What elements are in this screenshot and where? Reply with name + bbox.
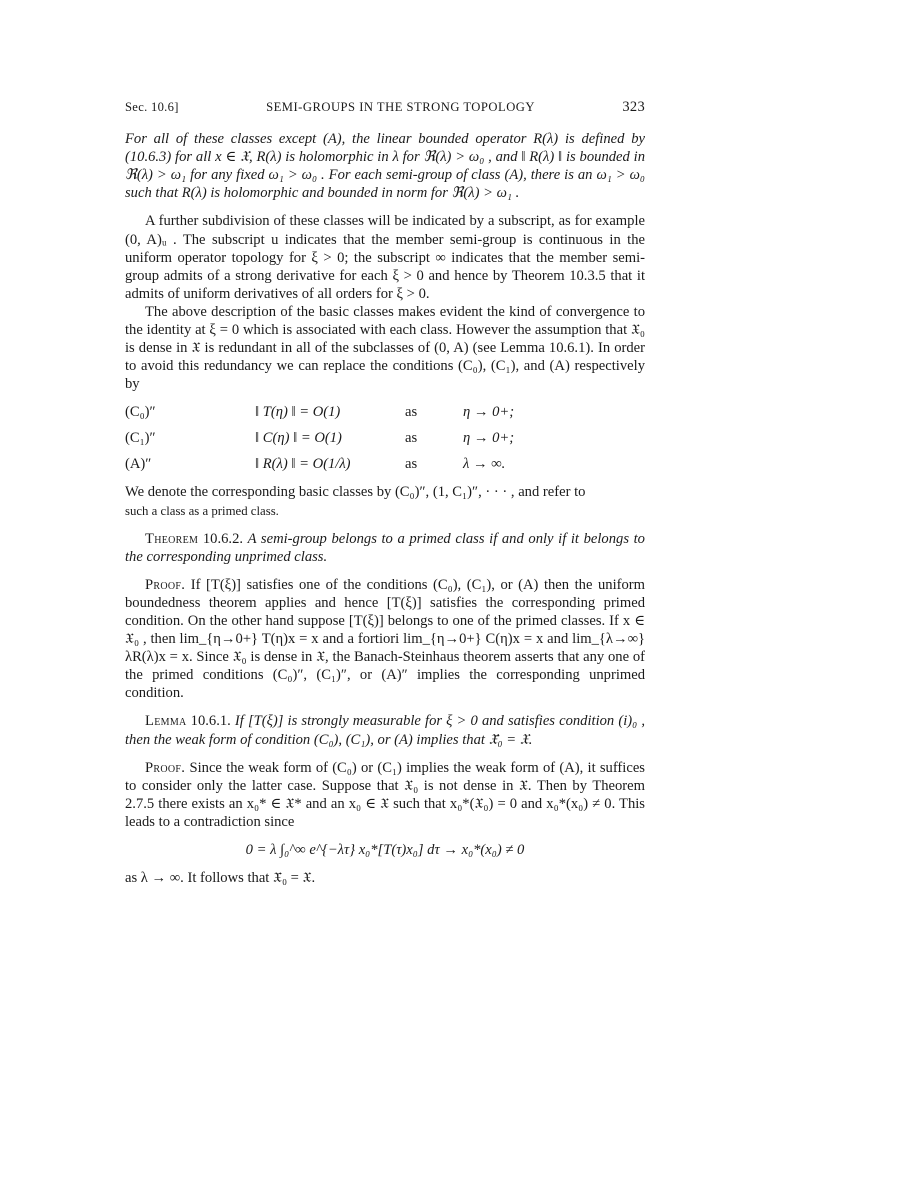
proof-label: Proof. xyxy=(145,576,186,593)
paragraph-convergence: The above description of the basic classes makes evident the kind of convergence to the identity at ξ = 0 which is associated with each class. However the assumption that 𝔛₀ is dense in 𝔛 is redundant in all of the subclasses of (0, A) (see Lemma 10.6.1). In order to avoid this redundancy we can replace the conditions (C₀), (C₁), and (A) respectively by xyxy=(125,303,645,393)
theorem-number: 10.6.2. xyxy=(202,530,244,547)
condition-row xyxy=(125,451,643,477)
condition-as: as xyxy=(405,456,418,473)
lemma-10-6-1 xyxy=(125,712,645,748)
condition-label: (C₀)″ xyxy=(125,404,156,421)
conditions-table xyxy=(125,399,643,477)
theorem-label: Theorem xyxy=(145,530,199,547)
lemma-number: 10.6.1. xyxy=(190,713,231,730)
condition-label: (A)″ xyxy=(125,456,152,473)
proof-text: If [T(ξ)] satisfies one of the conditions (C₀), (C₁), or (A) then the uniform boundedness theorem applies and hence [T(ξ)] satisfies the corresponding primed condition. On the other hand suppose [T(ξ)] belongs to one of the primed classes. If x ∈ 𝔛₀ , then lim_{η→0+} T(η)x = x and a fortiori lim_{η→0+} C(η)x = x and lim_{λ→∞} λR(λ)x = x. Since 𝔛₀ is dense in 𝔛, the Banach-Steinhaus theorem asserts that any one of the primed conditions (C₀)″, (C₁)″, or (A)″ implies the corresponding unprimed condition. xyxy=(125,576,645,702)
paragraph-classes-resolvent: For all of these classes except (A), the linear bounded operator R(λ) is defined by (10.6.3) for all x ∈ 𝔛, R(λ) is holomorphic in λ for ℜ(λ) > ω₀ , and ‖ R(λ) ‖ is bounded in ℜ(λ) > ω₁ for any fixed ω₁ > ω₀ . For each semi-group of class (A), there is an ω₁ > ω₀ such that R(λ) is holomorphic and bounded in norm for ℜ(λ) > ω₁ . xyxy=(125,131,645,202)
document-page xyxy=(125,98,645,887)
running-header xyxy=(125,98,645,116)
theorem-10-6-2 xyxy=(125,530,645,566)
condition-expression: ‖ C(η) ‖ = O(1) xyxy=(255,430,342,447)
condition-limit: η → 0+; xyxy=(463,404,515,421)
condition-as: as xyxy=(405,430,418,447)
display-equation: 0 = λ ∫₀^∞ e^{−λτ} x₀*[T(τ)x₀] dτ → x₀*(x₀) ≠ 0 xyxy=(245,842,525,858)
proof-lemma xyxy=(125,759,645,831)
condition-label: (C₁)″ xyxy=(125,430,156,447)
primed-classes-line1: We denote the corresponding basic classes by (C₀)″, (1, C₁)″, · · · , and refer to xyxy=(125,484,586,501)
condition-as: as xyxy=(405,404,418,421)
paragraph-subdivision: A further subdivision of these classes will be indicated by a subscript, as for example (0, A)ᵤ . The subscript u indicates that the member semi-group is continuous in the uniform operator topology for ξ > 0; the subscript ∞ indicates that the member semi-group admits of a strong derivative for each ξ > 0 and hence by Theorem 10.3.5 that it admits of uniform derivatives of all orders for ξ > 0. xyxy=(125,213,645,302)
condition-limit: λ → ∞. xyxy=(463,456,506,473)
primed-classes-line2: such a class as a primed class. xyxy=(125,503,279,518)
running-title: SEMI-GROUPS IN THE STRONG TOPOLOGY xyxy=(266,100,535,114)
final-line: as λ → ∞. It follows that 𝔛̄₀ = 𝔛. xyxy=(125,870,316,887)
paragraph-primed-classes xyxy=(125,483,645,519)
page-number: 323 xyxy=(622,99,645,115)
proof-label: Proof. xyxy=(145,759,186,776)
lemma-label: Lemma xyxy=(145,713,187,730)
condition-row xyxy=(125,399,643,425)
theorem-text: A semi-group belongs to a primed class if and only if it belongs to the corresponding unprimed class. xyxy=(125,530,645,565)
proof-theorem xyxy=(125,576,645,703)
condition-limit: η → 0+; xyxy=(463,430,515,447)
section-label: Sec. 10.6] xyxy=(125,100,179,114)
condition-row xyxy=(125,425,643,451)
condition-expression: ‖ T(η) ‖ = O(1) xyxy=(255,404,341,421)
lemma-text: If [T(ξ)] is strongly measurable for ξ > 0 and satisfies condition (i)₀ , then the weak form of condition (C₀), (C₁), or (A) implies that 𝔛̄₀ = 𝔛. xyxy=(125,713,645,748)
proof-text: Since the weak form of (C₀) or (C₁) implies the weak form of (A), it suffices to consider only the latter case. Suppose that 𝔛₀ is not dense in 𝔛. Then by Theorem 2.7.5 there exists an x₀* ∈ 𝔛* and an x₀ ∈ 𝔛 such that x₀*(𝔛₀) = 0 and x₀*(x₀) ≠ 0. This leads to a contradiction since xyxy=(125,759,645,830)
condition-expression: ‖ R(λ) ‖ = O(1/λ) xyxy=(255,456,351,473)
